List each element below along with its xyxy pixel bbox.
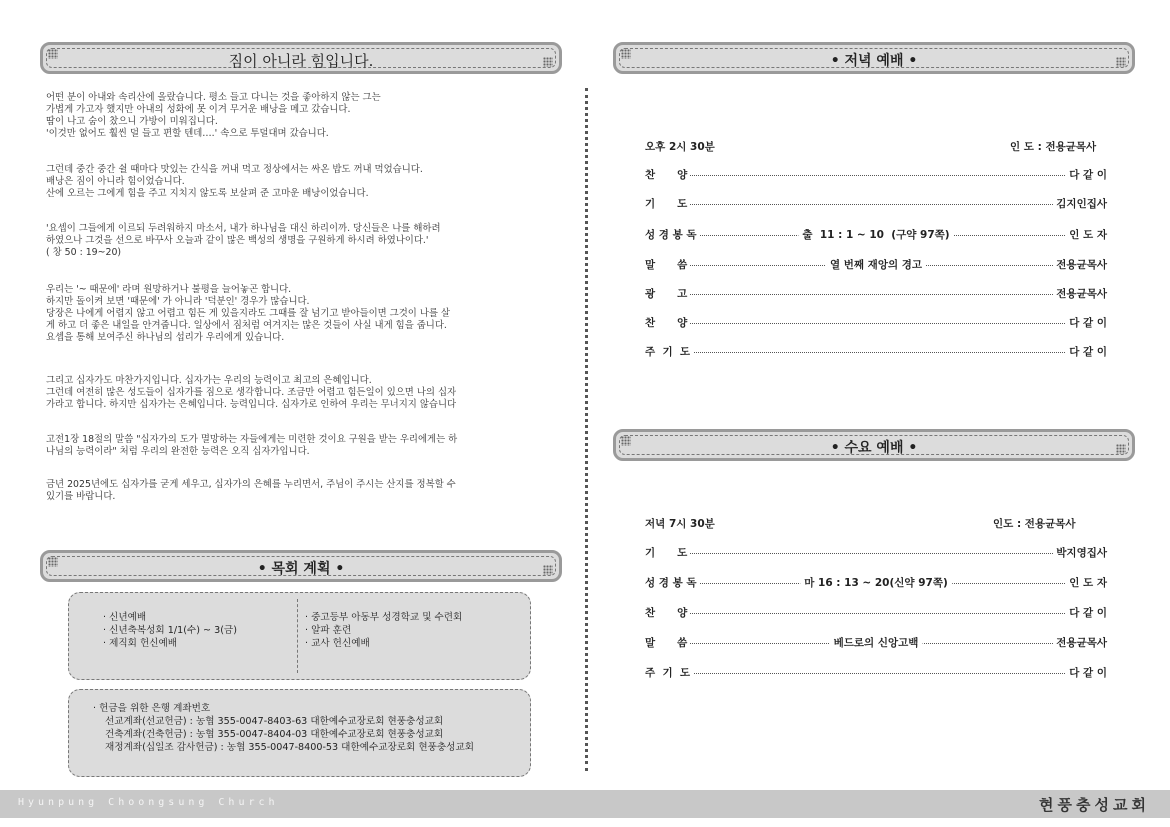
- column-divider: [585, 88, 588, 771]
- sermon-paragraph-7: [46, 479, 546, 503]
- plan-item: · 교사 헌신예배: [305, 638, 370, 649]
- text-line: 게 하고 더 좋은 내일을 안겨줍니다. 일상에서 짐처럼 여겨지는 많은 것들이 사실 내게 힘을 줍니다.: [46, 320, 447, 331]
- evening-row: [645, 196, 1107, 210]
- row-person: 다 같 이: [1066, 665, 1107, 680]
- plan-item: · 알파 훈련: [305, 625, 352, 636]
- text-line: 나님의 능력이라" 처럼 우리의 완전한 능력은 오직 십자가입니다.: [46, 446, 310, 457]
- footer-church-name-kr: 현풍충성교회: [1039, 796, 1150, 814]
- plan-item: · 제직회 헌신예배: [103, 638, 178, 649]
- text-line: ( 창 50 : 19~20): [46, 247, 122, 258]
- text-line: 하지만 돌이켜 보면 '때문에' 가 아니라 '덕분인' 경우가 많습니다.: [46, 296, 310, 307]
- plan-item: · 중고등부 아동부 성경학교 및 수련회: [305, 612, 463, 623]
- row-label: 말 씀: [645, 635, 690, 650]
- wednesday-row: [645, 575, 1107, 589]
- bank-title: · 헌금을 위한 은행 계좌번호: [93, 703, 211, 714]
- text-line: 가라고 합니다. 하지만 십자가는 은혜입니다. 능력입니다. 십자가로 인하여 우리는 무너지지 않습니다: [46, 399, 457, 410]
- row-person: 인 도 자: [1066, 575, 1107, 590]
- plan-title: • 목회 계획 •: [257, 561, 345, 577]
- row-person: 인 도 자: [1066, 227, 1107, 242]
- plan-item: · 신년예배: [103, 612, 147, 623]
- row-person: 다 같 이: [1066, 315, 1107, 330]
- text-line: 하였으나 그것을 선으로 바꾸사 오늘과 같이 많은 백성의 생명을 구원하게 하시려 하였나이다.': [46, 235, 429, 246]
- row-person: 다 같 이: [1066, 605, 1107, 620]
- bank-line: 건축계좌(건축헌금) : 농협 355-0047-8404-03 대한예수교장로회 현풍충성교회: [105, 729, 444, 740]
- text-line: '이것만 없어도 훨씬 덜 들고 편할 텐데….' 속으로 투덜대며 갔습니다.: [46, 128, 329, 139]
- row-label: 광 고: [645, 286, 690, 301]
- evening-title: • 저녁 예배 •: [830, 53, 918, 69]
- row-person: 박지영집사: [1053, 545, 1107, 560]
- row-label: 말 씀: [645, 257, 690, 272]
- text-line: '요셉이 그들에게 이르되 두려워하지 마소서, 내가 하나님을 대신 하리이까. 당신들은 나를 해하려: [46, 223, 441, 234]
- evening-time: 오후 2시 30분: [645, 141, 715, 153]
- sermon-paragraph-1: [46, 92, 546, 140]
- text-line: 요셉을 통해 보여주신 하나님의 섭리가 우리에게 있습니다.: [46, 332, 285, 343]
- row-label: 기 도: [645, 196, 690, 211]
- sermon-paragraph-2: [46, 164, 546, 200]
- text-line: 그리고 십자가도 마찬가지입니다. 십자가는 우리의 능력이고 최고의 은혜입니다.: [46, 375, 372, 386]
- wednesday-title: • 수요 예배 •: [830, 440, 918, 456]
- wednesday-leader: 인도 : 전용균목사: [993, 518, 1076, 530]
- row-person: 다 같 이: [1066, 167, 1107, 182]
- plan-list-left: [103, 611, 237, 650]
- row-person: 다 같 이: [1066, 344, 1107, 359]
- row-person: 전용균목사: [1053, 635, 1107, 650]
- evening-row: [645, 167, 1107, 181]
- evening-row: [645, 257, 1107, 271]
- evening-leader: 인 도 : 전용균목사: [1010, 141, 1097, 153]
- text-line: 당장은 나에게 어렵지 않고 어렵고 힘든 게 있을지라도 그때를 잘 넘기고 받아들이면 그것이 나를 살: [46, 308, 450, 319]
- row-label: 찬 양: [645, 167, 690, 182]
- sermon-paragraph-5: [46, 375, 546, 411]
- evening-row: [645, 227, 1107, 241]
- wednesday-row: [645, 665, 1107, 679]
- evening-row: [645, 344, 1107, 358]
- text-line: 그런데 중간 중간 쉴 때마다 맛있는 간식을 꺼내 먹고 정상에서는 싸온 밥도 꺼내 먹었습니다.: [46, 164, 423, 175]
- footer-bar: [0, 790, 1170, 818]
- row-person: 김지인집사: [1053, 196, 1107, 211]
- text-line: 고전1장 18절의 말씀 "십자가의 도가 멸망하는 자들에게는 미련한 것이요 구원을 받는 우리에게는 하: [46, 434, 458, 445]
- evening-row: [645, 286, 1107, 300]
- wednesday-row: [645, 605, 1107, 619]
- row-person: 전용균목사: [1053, 257, 1107, 272]
- row-detail: 베드로의 신앙고백: [830, 635, 923, 650]
- wednesday-time: 저녁 7시 30분: [645, 518, 715, 530]
- text-line: 있기를 바랍니다.: [46, 491, 116, 502]
- bank-line: 재정계좌(십일조 감사헌금) : 농협 355-0047-8400-53 대한예수교장로회 현풍충성교회: [105, 742, 474, 753]
- text-line: 금년 2025년에도 십자가를 굳게 세우고, 십자가의 은혜를 누리면서, 주님이 주시는 산지를 정복할 수: [46, 479, 456, 490]
- plan-banner: [40, 550, 562, 582]
- plan-item: · 신년축복성회 1/1(수) ~ 3(금): [103, 625, 237, 636]
- row-detail: 마 16 : 13 ~ 20(신약 97쪽): [800, 575, 952, 590]
- row-label: 찬 양: [645, 605, 690, 620]
- evening-row: [645, 315, 1107, 329]
- text-line: 가볍게 가고자 했지만 아내의 성화에 못 이겨 무거운 배낭을 메고 갔습니다.: [46, 104, 351, 115]
- footer-church-name-en: Hyunpung Choongsung Church: [18, 797, 279, 808]
- text-line: 산에 오르는 그에게 힘을 주고 지치지 않도록 보살펴 준 고마운 배낭이었습니다.: [46, 188, 369, 199]
- text-line: 그런데 여전히 많은 성도들이 십자가를 짐으로 생각합니다. 조금만 어렵고 힘든일이 있으면 나의 십자: [46, 387, 457, 398]
- row-detail: 열 번째 재앙의 경고: [826, 257, 926, 272]
- row-label: 성 경 봉 독: [645, 575, 700, 590]
- row-label: 성 경 봉 독: [645, 227, 700, 242]
- text-line: 땀이 나고 숨이 찼으니 가방이 미워집니다.: [46, 116, 218, 127]
- row-label: 찬 양: [645, 315, 690, 330]
- text-line: 어떤 분이 아내와 속리산에 올랐습니다. 평소 들고 다니는 것을 좋아하지 않는 그는: [46, 92, 381, 103]
- bank-box: [68, 689, 531, 777]
- sermon-title: 짐이 아니라 힘입니다.: [228, 52, 374, 70]
- sermon-title-banner: [40, 42, 562, 74]
- wednesday-row: [645, 545, 1107, 559]
- row-person: 전용균목사: [1053, 286, 1107, 301]
- plan-list-right: [305, 611, 462, 650]
- plan-box: [68, 592, 531, 680]
- wednesday-row: [645, 635, 1107, 649]
- text-line: 배낭은 짐이 아니라 힘이었습니다.: [46, 176, 185, 187]
- sermon-paragraph-6: [46, 434, 546, 458]
- row-label: 주 기 도: [645, 665, 693, 680]
- sermon-paragraph-4: [46, 284, 546, 344]
- bank-line: 선교계좌(선교헌금) : 농협 355-0047-8403-63 대한예수교장로회 현풍충성교회: [105, 716, 444, 727]
- text-line: 우리는 '~ 때문에' 라며 원망하거나 불평을 늘어놓곤 합니다.: [46, 284, 292, 295]
- row-label: 주 기 도: [645, 344, 693, 359]
- evening-banner: [613, 42, 1135, 74]
- sermon-paragraph-3: [46, 223, 546, 259]
- row-detail: 출 11 : 1 ~ 10 (구약 97쪽): [798, 227, 953, 242]
- row-label: 기 도: [645, 545, 690, 560]
- wednesday-banner: [613, 429, 1135, 461]
- bank-info: [93, 702, 474, 754]
